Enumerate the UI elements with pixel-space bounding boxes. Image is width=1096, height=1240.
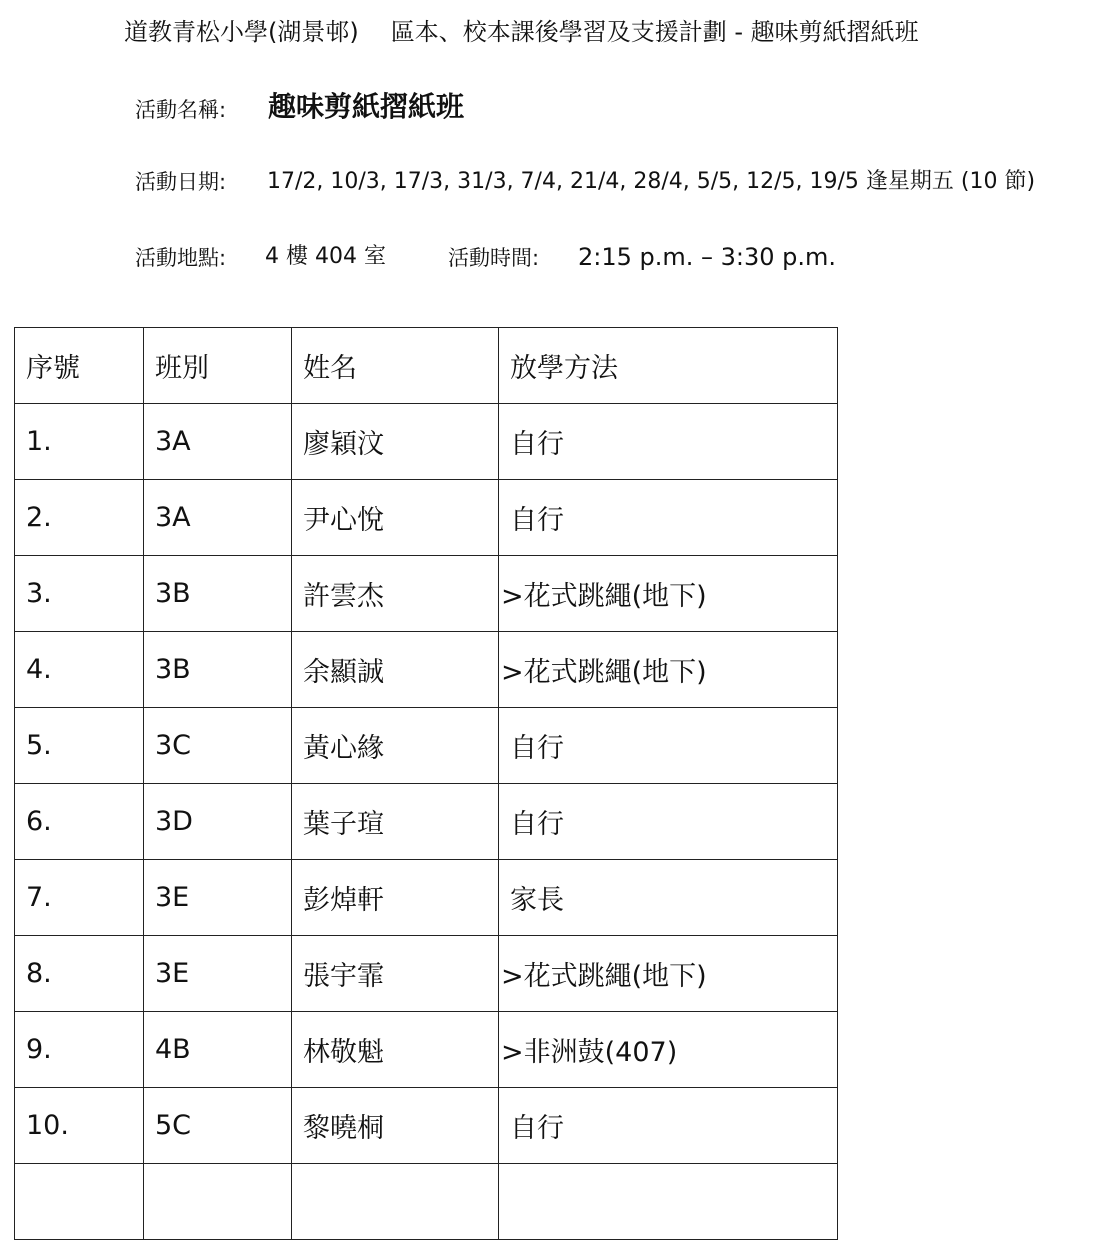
table-row: [15, 1012, 838, 1088]
cell-seq: 2.: [15, 480, 144, 556]
activity-name-label: 活動名稱:: [135, 98, 227, 122]
document-title: [124, 14, 919, 50]
cell-method: 家長: [499, 860, 838, 936]
cell-class: 3C: [144, 708, 292, 784]
cell-method: [499, 1164, 838, 1240]
cell-seq: 3.: [15, 556, 144, 632]
cell-method: 自行: [499, 404, 838, 480]
table-row: [15, 1088, 838, 1164]
cell-name: 廖穎汶: [292, 404, 499, 480]
activity-dates: 17/2, 10/3, 17/3, 31/3, 7/4, 21/4, 28/4, 5/5, 12/5, 19/5 逢星期五 (10 節): [267, 169, 1036, 194]
school-name: 道教青松小學(湖景邨): [124, 18, 359, 46]
cell-seq: 9.: [15, 1012, 144, 1088]
cell-name: 葉子瑄: [292, 784, 499, 860]
cell-class: 3A: [144, 404, 292, 480]
header-name: 姓名: [292, 328, 499, 404]
cell-method: >花式跳繩(地下): [499, 632, 838, 708]
cell-seq: 8.: [15, 936, 144, 1012]
activity-venue-label: 活動地點:: [135, 246, 227, 270]
table-row: [15, 404, 838, 480]
table-row: [15, 632, 838, 708]
table-header-row: [15, 328, 838, 404]
program-title: 區本、校本課後學習及支援計劃 - 趣味剪紙摺紙班: [390, 18, 919, 46]
cell-method: 自行: [499, 784, 838, 860]
cell-class: 3B: [144, 556, 292, 632]
activity-venue: 4 樓 404 室: [265, 244, 386, 269]
cell-name: 余顯誠: [292, 632, 499, 708]
table-row: [15, 1164, 838, 1240]
cell-seq: 6.: [15, 784, 144, 860]
cell-method: 自行: [499, 1088, 838, 1164]
cell-name: 黎曉桐: [292, 1088, 499, 1164]
cell-name: 張宇霏: [292, 936, 499, 1012]
activity-name: 趣味剪紙摺紙班: [268, 90, 465, 123]
table-row: [15, 480, 838, 556]
cell-seq: 4.: [15, 632, 144, 708]
table-row: [15, 708, 838, 784]
table-row: [15, 784, 838, 860]
student-roster-table: [14, 327, 838, 1240]
table-row: [15, 936, 838, 1012]
document-header: [0, 0, 1096, 300]
cell-name: 尹心悅: [292, 480, 499, 556]
cell-seq: 5.: [15, 708, 144, 784]
cell-method: 自行: [499, 708, 838, 784]
cell-seq: 10.: [15, 1088, 144, 1164]
cell-name: 許雲杰: [292, 556, 499, 632]
cell-class: 3B: [144, 632, 292, 708]
cell-class: 4B: [144, 1012, 292, 1088]
cell-method: 自行: [499, 480, 838, 556]
cell-name: 黃心緣: [292, 708, 499, 784]
cell-method: >花式跳繩(地下): [499, 556, 838, 632]
activity-time-label: 活動時間:: [448, 246, 540, 270]
cell-seq: 1.: [15, 404, 144, 480]
cell-class: [144, 1164, 292, 1240]
cell-seq: [15, 1164, 144, 1240]
roster-body: [15, 328, 838, 1240]
cell-class: 3D: [144, 784, 292, 860]
cell-method: >非洲鼓(407): [499, 1012, 838, 1088]
cell-seq: 7.: [15, 860, 144, 936]
cell-class: 3E: [144, 860, 292, 936]
header-class: 班別: [144, 328, 292, 404]
cell-name: 彭焯軒: [292, 860, 499, 936]
table-row: [15, 860, 838, 936]
header-seq: 序號: [15, 328, 144, 404]
activity-date-label: 活動日期:: [135, 170, 227, 194]
cell-name: 林敬魁: [292, 1012, 499, 1088]
cell-class: 3A: [144, 480, 292, 556]
cell-name: [292, 1164, 499, 1240]
activity-time: 2:15 p.m. – 3:30 p.m.: [578, 243, 837, 271]
table-row: [15, 556, 838, 632]
cell-class: 5C: [144, 1088, 292, 1164]
cell-method: >花式跳繩(地下): [499, 936, 838, 1012]
header-method: 放學方法: [499, 328, 838, 404]
cell-class: 3E: [144, 936, 292, 1012]
